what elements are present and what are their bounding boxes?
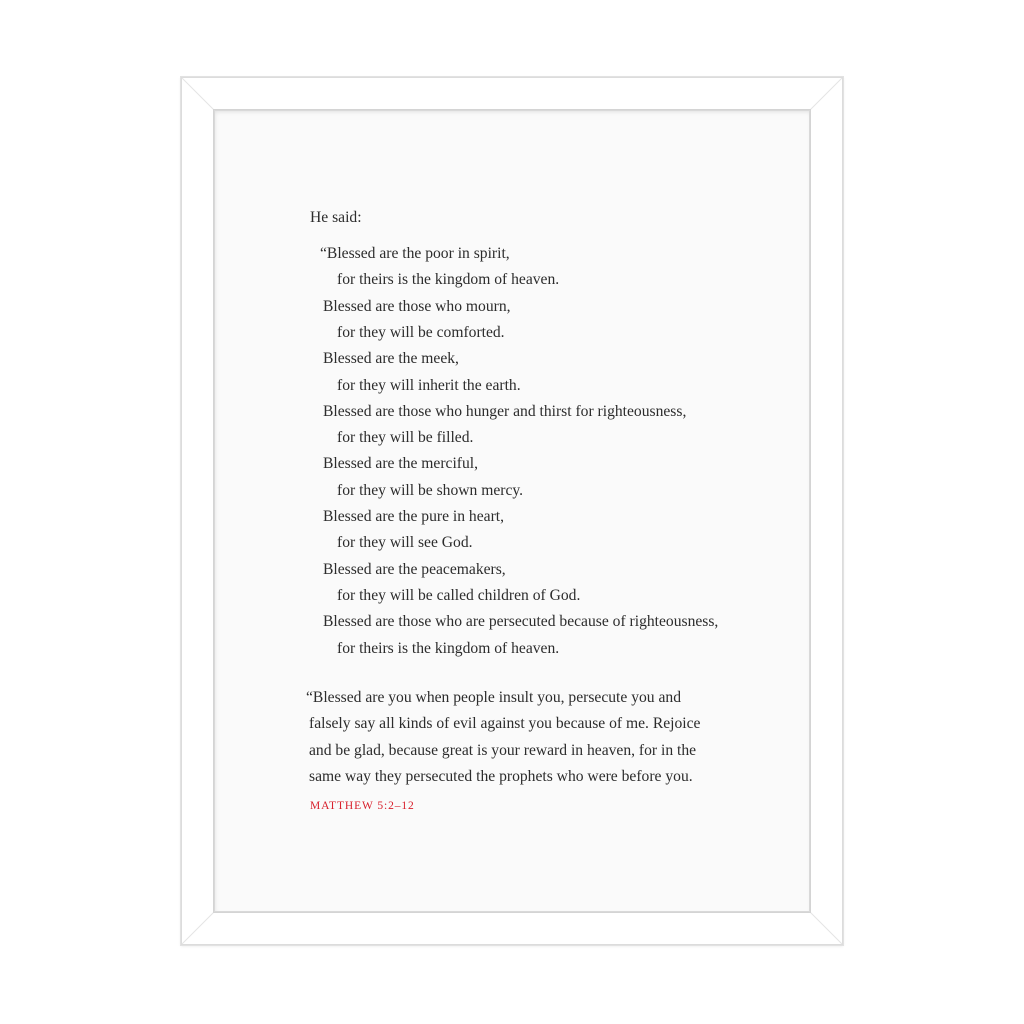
verse-line: Blessed are those who hunger and thirst for righteousness, xyxy=(323,402,687,420)
verse-line: Blessed are those who are persecuted because of righteousness, xyxy=(323,613,719,631)
verse-line: for they will be shown mercy. xyxy=(337,481,524,499)
verse-line: Blessed are the merciful, xyxy=(323,455,479,473)
verse-line: for they will be comforted. xyxy=(337,323,505,341)
verse-line: Blessed are the meek, xyxy=(323,350,459,368)
verse-line: for they will inherit the earth. xyxy=(337,376,521,394)
prose-line: falsely say all kinds of evil against you because of me. Rejoice xyxy=(309,715,701,733)
verse-line: Blessed are the peacemakers, xyxy=(323,560,506,578)
beatitudes-poem xyxy=(310,241,770,661)
verse-line: for they will see God. xyxy=(337,534,473,552)
intro-text: He said: xyxy=(310,209,362,226)
prose-line: “Blessed are you when people insult you, persecute you and xyxy=(306,689,682,706)
scripture-reference: MATTHEW 5:2–12 xyxy=(310,800,415,812)
verse-line: for theirs is the kingdom of heaven. xyxy=(337,271,560,289)
prose-line: same way they persecuted the prophets who were before you. xyxy=(309,767,693,785)
picture-frame xyxy=(181,77,843,945)
verse-line: Blessed are the pure in heart, xyxy=(323,508,504,525)
verse-line: Blessed are those who mourn, xyxy=(323,297,511,315)
verse-line: for theirs is the kingdom of heaven. xyxy=(337,639,560,657)
verse-line: for they will be filled. xyxy=(337,429,474,447)
print-paper xyxy=(214,110,810,912)
verse-line: “Blessed are the poor in spirit, xyxy=(320,245,510,262)
prose-line: and be glad, because great is your reward in heaven, for in the xyxy=(309,741,697,759)
verse-line: for they will be called children of God. xyxy=(337,586,581,604)
blessed-prose-paragraph xyxy=(306,685,700,790)
